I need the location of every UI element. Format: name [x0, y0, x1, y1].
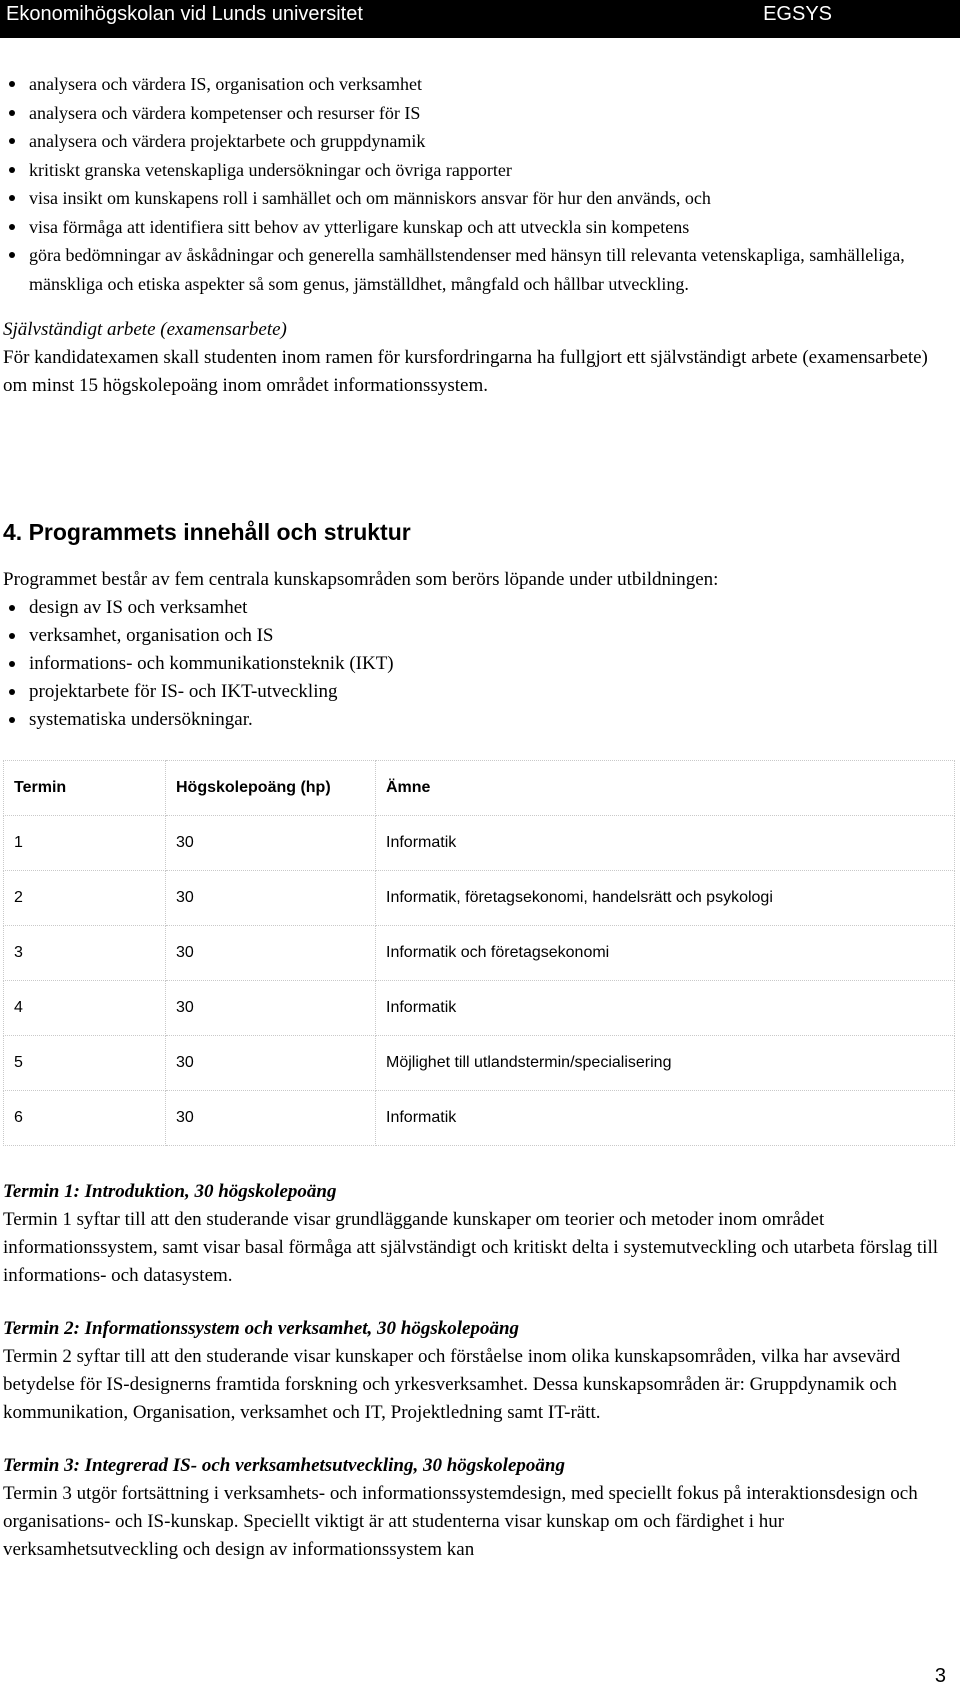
term-3-heading: Termin 3: Integrerad IS- och verksamhetsutveckling, 30 högskolepoäng [3, 1455, 565, 1476]
section-intro: Programmet består av fem centrala kunskapsområden som berörs löpande under utbildningen: [3, 569, 719, 590]
list-item: analysera och värdera kompetenser och resurser för IS [3, 99, 953, 128]
section-title: 4. Programmets innehåll och struktur [3, 519, 411, 545]
cell-credits: 30 [166, 981, 376, 1036]
cell-credits: 30 [166, 926, 376, 981]
table-row [4, 1091, 955, 1146]
table-header-row [4, 761, 955, 816]
cell-term: 6 [4, 1091, 166, 1146]
cell-term: 4 [4, 981, 166, 1036]
term-1-heading: Termin 1: Introduktion, 30 högskolepoäng [3, 1181, 337, 1202]
column-header-credits: Högskolepoäng (hp) [166, 761, 376, 816]
column-header-subject: Ämne [376, 761, 955, 816]
cell-subject: Informatik, företagsekonomi, handelsrätt och psykologi [376, 871, 955, 926]
term-3-text: Termin 3 utgör fortsättning i verksamhets- och informationssystemdesign, med speciellt fokus på interaktionsdesign och organisations- och IS-kunskap. Speciellt viktigt är att studenterna visar kunskap om och färdighet i hur verksamhetsutveckling och design av informationssystem kan [3, 1483, 918, 1560]
cell-credits: 30 [166, 1036, 376, 1091]
header-program-code: EGSYS [763, 3, 832, 25]
cell-term: 2 [4, 871, 166, 926]
cell-subject: Möjlighet till utlandstermin/specialisering [376, 1036, 955, 1091]
column-header-term: Termin [4, 761, 166, 816]
cell-subject: Informatik [376, 1091, 955, 1146]
list-item: göra bedömningar av åskådningar och generella samhällstendenser med hänsyn till relevanta vetenskapliga, samhälleliga, mänskliga och etiska aspekter så som genus, jämställdhet, mångfald och hållbar utveckling. [3, 241, 953, 298]
list-item: design av IS och verksamhet [3, 594, 953, 622]
objectives-list [3, 70, 953, 298]
list-item: analysera och värdera projektarbete och gruppdynamik [3, 127, 953, 156]
independent-work-text: För kandidatexamen skall studenten inom ramen för kursfordringarna ha fullgjort ett självständigt arbete (examensarbete) om minst 15 högskolepoäng inom området informationssystem. [3, 347, 928, 396]
list-item: projektarbete för IS- och IKT-utveckling [3, 678, 953, 706]
independent-work-heading: Självständigt arbete (examensarbete) [3, 319, 287, 340]
list-item: analysera och värdera IS, organisation och verksamhet [3, 70, 953, 99]
cell-term: 3 [4, 926, 166, 981]
semester-table [3, 760, 955, 1146]
knowledge-areas-list [3, 594, 953, 734]
list-item: verksamhet, organisation och IS [3, 622, 953, 650]
cell-credits: 30 [166, 1091, 376, 1146]
page-number: 3 [934, 1665, 946, 1687]
term-2-heading: Termin 2: Informationssystem och verksamhet, 30 högskolepoäng [3, 1318, 520, 1339]
table-row [4, 871, 955, 926]
cell-subject: Informatik [376, 981, 955, 1036]
term-2-text: Termin 2 syftar till att den studerande visar kunskaper och förståelse inom olika kunskapsområden, vilka har avsevärd betydelse för IS-designerns framtida forskning och yrkesverksamhet. Dessa kunskapsområden är: Gruppdynamik och kommunikation, Organisation, verksamhet och IT, Projektledning samt IT-rätt. [3, 1346, 901, 1423]
cell-term: 1 [4, 816, 166, 871]
table-row [4, 981, 955, 1036]
header-university: Ekonomihögskolan vid Lunds universitet [6, 3, 363, 25]
cell-credits: 30 [166, 871, 376, 926]
list-item: systematiska undersökningar. [3, 706, 953, 734]
list-item: informations- och kommunikationsteknik (IKT) [3, 650, 953, 678]
cell-subject: Informatik och företagsekonomi [376, 926, 955, 981]
term-1-text: Termin 1 syftar till att den studerande visar grundläggande kunskaper om teorier och metoder inom området informationssystem, samt visar basal förmåga att självständigt och kritiskt delta i systemutveckling och utarbeta förslag till informations- och datasystem. [3, 1209, 939, 1286]
cell-credits: 30 [166, 816, 376, 871]
list-item: visa insikt om kunskapens roll i samhället och om människors ansvar för hur den används, och [3, 184, 953, 213]
page-header [0, 0, 960, 38]
list-item: kritiskt granska vetenskapliga undersökningar och övriga rapporter [3, 156, 953, 185]
cell-subject: Informatik [376, 816, 955, 871]
term-descriptions [3, 1178, 948, 1564]
table-row [4, 926, 955, 981]
top-content [3, 70, 953, 400]
table-row [4, 816, 955, 871]
section-intro-block [3, 566, 953, 734]
cell-term: 5 [4, 1036, 166, 1091]
table-row [4, 1036, 955, 1091]
list-item: visa förmåga att identifiera sitt behov av ytterligare kunskap och att utveckla sin kompetens [3, 213, 953, 242]
